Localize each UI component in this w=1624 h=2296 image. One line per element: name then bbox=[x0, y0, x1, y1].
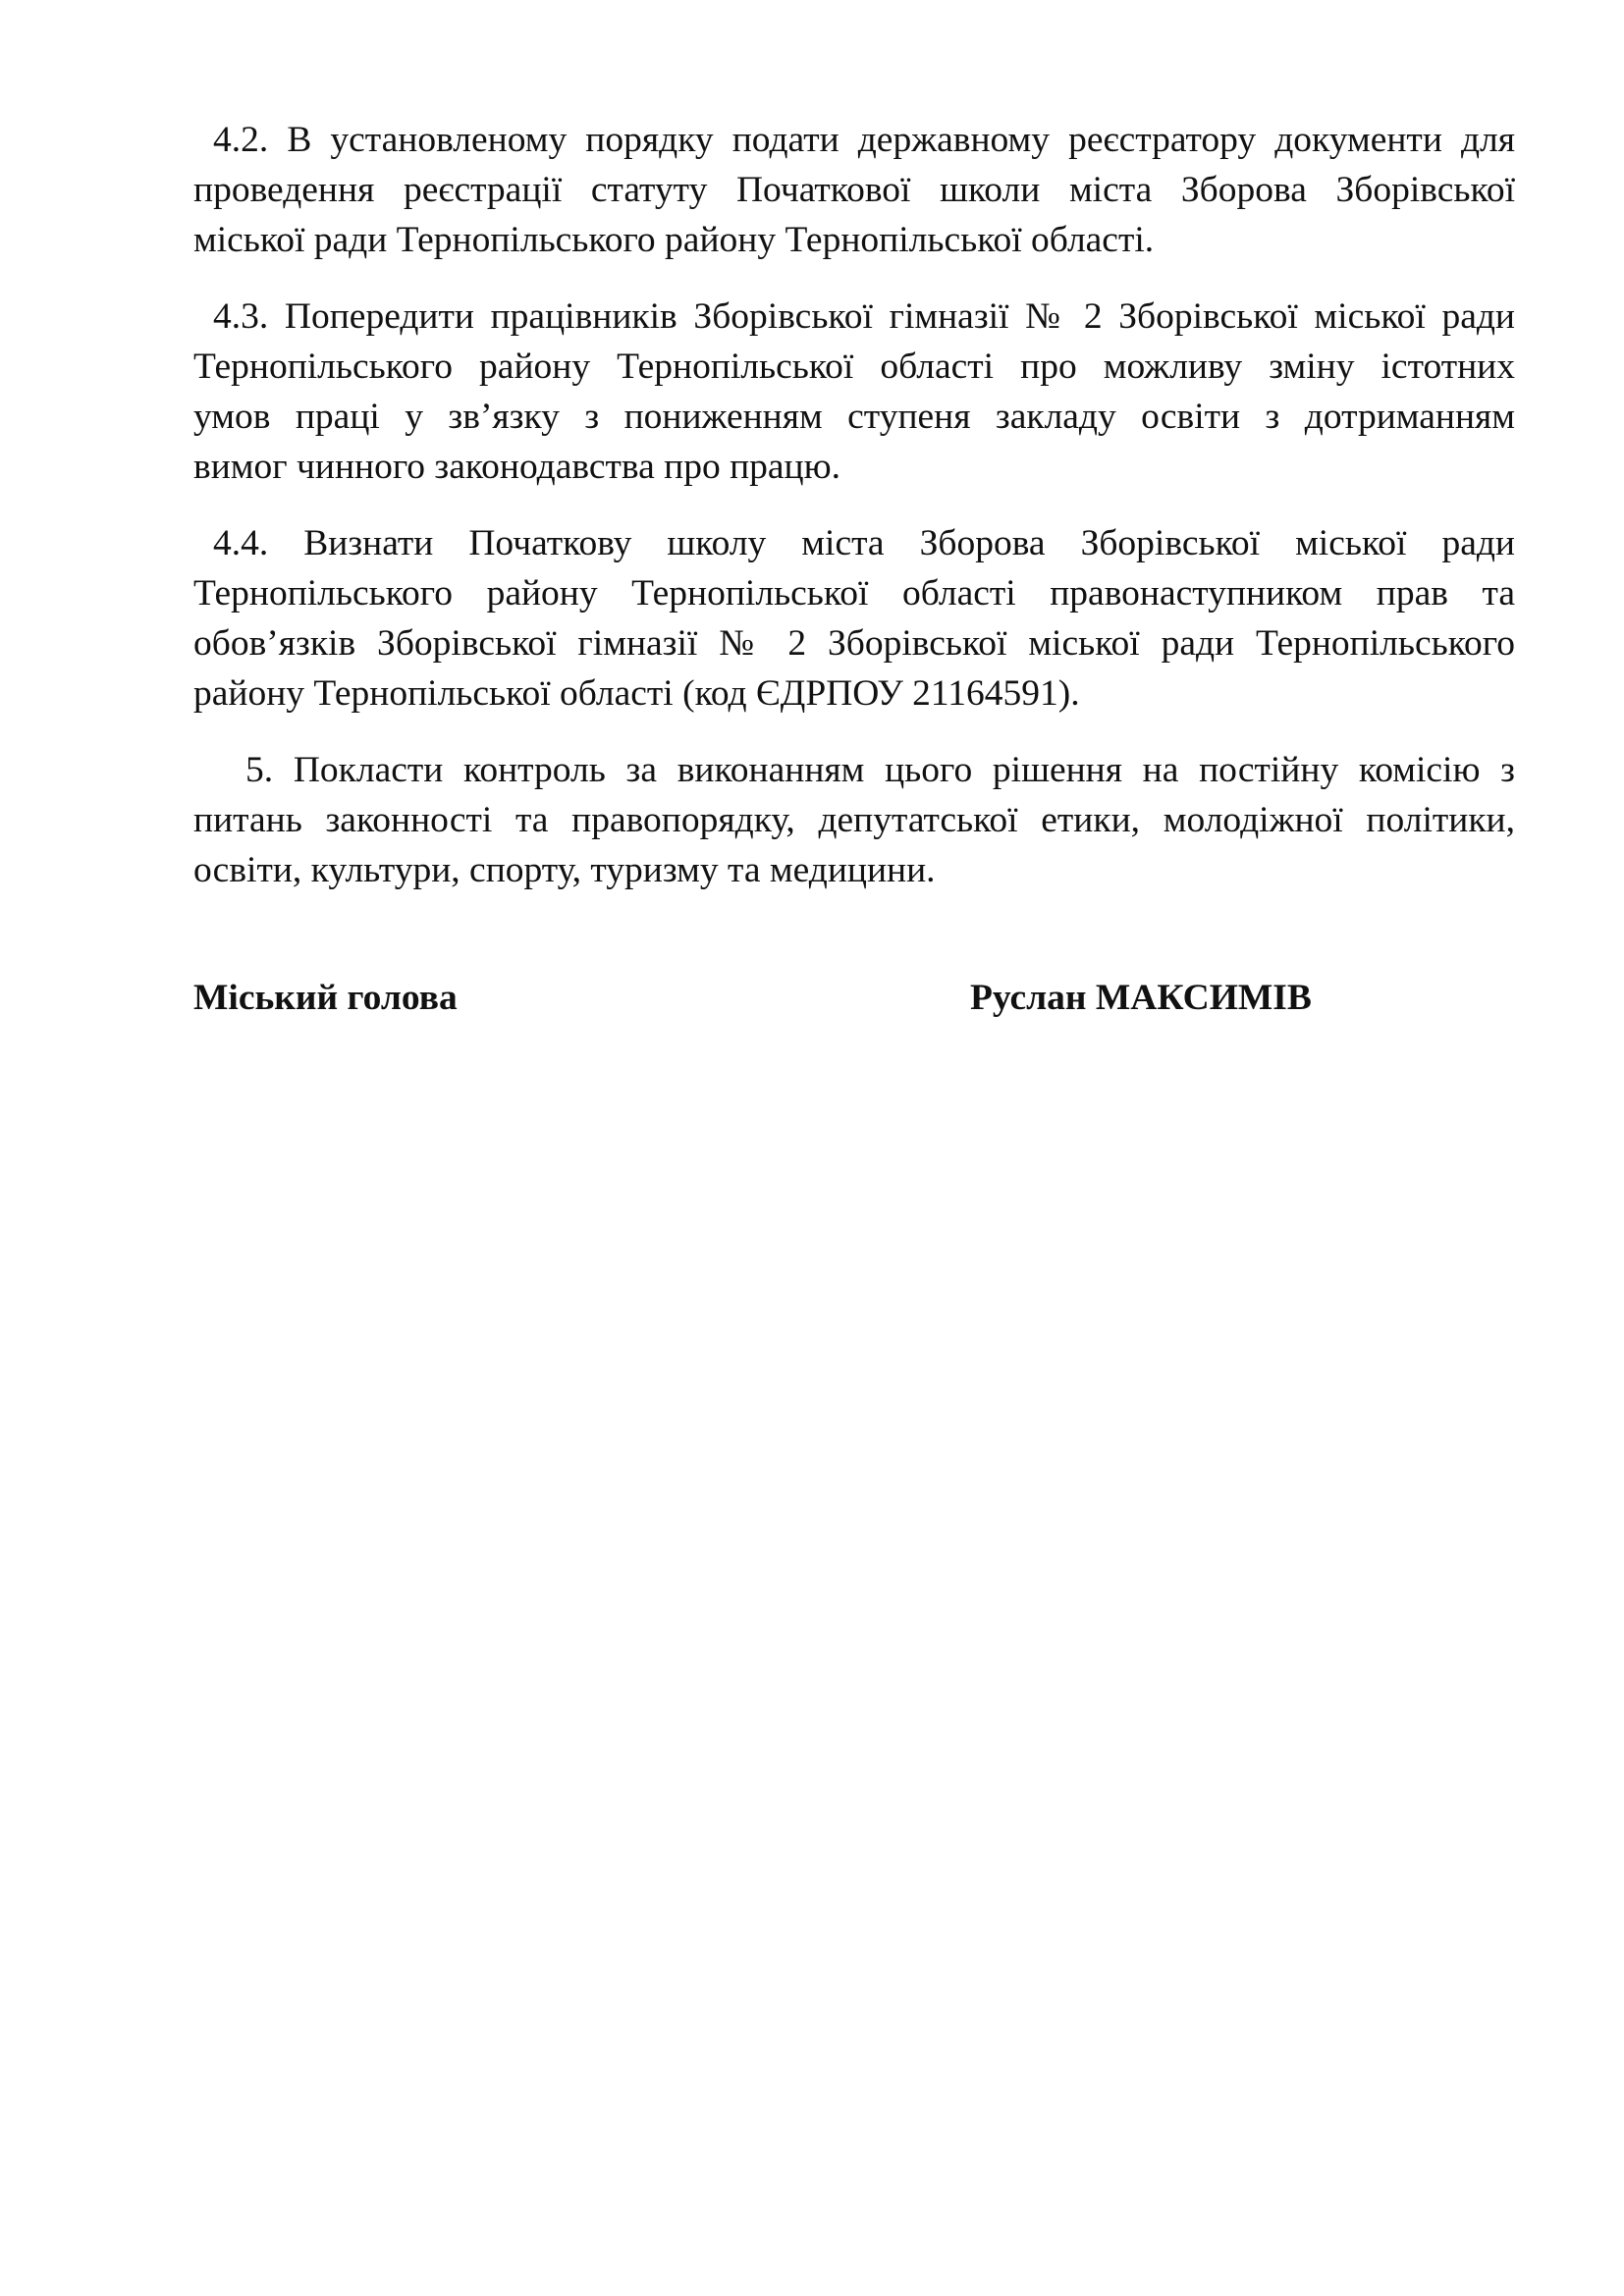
paragraph-line: 4.3. Попередити працівників Зборівської гімназії № 2 Зборівської міської ради bbox=[213, 296, 1515, 337]
paragraph-line: обов’язків Зборівської гімназії № 2 Зборівської міської ради Тернопільського bbox=[193, 623, 1515, 664]
paragraph-line: 4.4. Визнати Початкову школу міста Зборова Зборівської міської ради bbox=[213, 523, 1515, 563]
paragraph-line: 4.2. В установленому порядку подати державному реєстратору документи для bbox=[213, 120, 1515, 160]
signatory-title: Міський голова bbox=[193, 978, 458, 1018]
paragraph-line: освіти, культури, спорту, туризму та медицини. bbox=[193, 850, 936, 890]
paragraph-line: Тернопільського району Тернопільської області правонаступником прав та bbox=[193, 573, 1515, 614]
paragraph-5 bbox=[193, 745, 1515, 895]
paragraph-line: умов праці у зв’язку з пониженням ступеня закладу освіти з дотриманням bbox=[193, 397, 1515, 437]
paragraph-4-2 bbox=[193, 115, 1515, 265]
paragraph-line: питань законності та правопорядку, депутатської етики, молодіжної політики, bbox=[193, 800, 1515, 840]
paragraph-line: проведення реєстрації статуту Початкової школи міста Зборова Зборівської bbox=[193, 170, 1515, 210]
signatory-name: Руслан МАКСИМІВ bbox=[970, 978, 1312, 1018]
paragraph-line: району Тернопільської області (код ЄДРПОУ 21164591). bbox=[193, 673, 1080, 714]
paragraph-line: вимог чинного законодавства про працю. bbox=[193, 447, 840, 487]
paragraph-4-4 bbox=[193, 518, 1515, 719]
paragraph-line: Тернопільського району Тернопільської області про можливу зміну істотних bbox=[193, 347, 1515, 387]
paragraph-line: 5. Покласти контроль за виконанням цього рішення на постійну комісію з bbox=[245, 750, 1515, 790]
paragraph-line: міської ради Тернопільського району Тернопільської області. bbox=[193, 220, 1155, 260]
document-body bbox=[193, 115, 1515, 922]
paragraph-4-3 bbox=[193, 292, 1515, 492]
signature-block bbox=[193, 973, 1515, 1023]
